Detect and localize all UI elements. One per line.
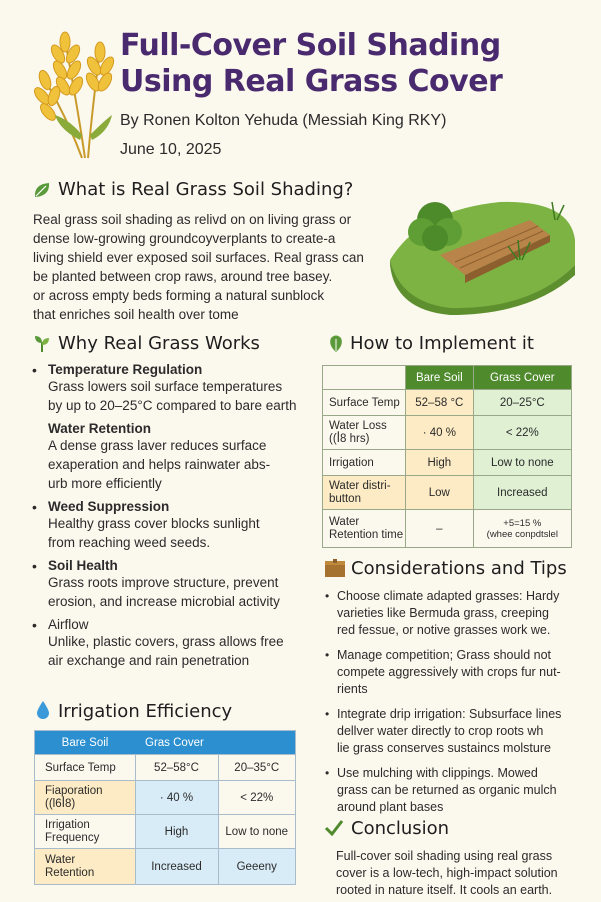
considerations-heading: Considerations and Tips	[351, 558, 567, 579]
table-row: Irrigation Frequency High Low to none	[35, 815, 296, 849]
why-works-heading: Why Real Grass Works	[58, 333, 260, 354]
table-row: Water distri- button Low Increased	[323, 476, 572, 510]
table-row: Water Retention time – +5=15 % (whee conpdtslel	[323, 510, 572, 548]
list-item: • Use mulching with clippings. Mowed grass can be returned as organic mulch around plant bases	[325, 766, 557, 814]
box-icon	[324, 558, 346, 583]
irrigation-table: Bare Soil Gras Cover Surface Temp 52–58°C 20–35°C Fiaporation ((l6ꟾ8) · 40 % < 22% Irrigation Frequency High Low to none Water Retention Increased Geeeny	[34, 730, 296, 885]
list-item: • Airflow Unlike, plastic covers, grass allows free air exchange and rain penetration	[32, 617, 284, 668]
list-item: • Manage competition; Grass should not compete aggressively with crops fur nut- rients	[325, 648, 561, 696]
table-row: Water Retention Increased Geeeny	[35, 849, 296, 885]
list-item: Water Retention A dense grass laver reduces surface exaperation and helps rainwater abs- urb more efficiently	[48, 421, 271, 491]
table-row: Surface Temp 52–58°C 20–35°C	[35, 755, 296, 781]
table-row: Irrigation High Low to none	[323, 450, 572, 476]
implement-heading: How to Implement it	[350, 333, 534, 354]
leaf-icon	[32, 180, 52, 205]
conclusion-text: Full-cover soil shading using real grass cover is a low-tech, high-impact solution rooted in nature itself. It cools an earth.	[336, 849, 558, 897]
conclusion-heading: Conclusion	[351, 818, 450, 839]
author-line: By Ronen Kolton Yehuda (Messiah King RKY)	[120, 112, 447, 129]
table-row: Fiaporation ((l6ꟾ8) · 40 % < 22%	[35, 781, 296, 815]
what-is-text: Real grass soil shading as relivd on on living grass or dense low-growing groundcoyverplants to create-a living shield ever exposed soil surfaces. Real grass can be planted between crop raws, around tree basey. or across empty beds forming a natural sunblock that enriches soil health over tome	[33, 212, 364, 322]
leaf-icon	[328, 333, 344, 358]
table-row: Surface Temp 52–58 °C 20–25°C	[323, 390, 572, 416]
water-drop-icon	[36, 700, 50, 725]
list-item: • Choose climate adapted grasses: Hardy varieties like Bermuda grass, creeping red fessue, or notive grasses work we.	[325, 589, 560, 637]
irrigation-heading: Irrigation Efficiency	[58, 701, 233, 722]
what-is-heading: What is Real Grass Soil Shading?	[58, 179, 354, 200]
page-title: Full-Cover Soil Shading Using Real Grass Cover	[120, 28, 503, 99]
table-row: Water Loss ((ꟾ8 hrs) · 40 % < 22%	[323, 416, 572, 450]
grass-bed-illustration	[380, 180, 580, 315]
sprout-icon	[32, 333, 52, 358]
list-item: • Soil Health Grass roots improve structure, prevent erosion, and increase microbial activity	[32, 558, 280, 609]
why-works-list	[32, 362, 308, 670]
list-item: • Integrate drip irrigation: Subsurface lines dellver water directly to crop roots wh lie grass conserves sustaincs molsture	[325, 707, 562, 755]
date-line: June 10, 2025	[120, 141, 222, 158]
wheat-icon	[30, 20, 120, 160]
checkmark-icon	[324, 818, 344, 843]
list-item: • Weed Suppression Healthy grass cover blocks sunlight from reaching weed seeds.	[32, 499, 260, 550]
list-item: • Temperature Regulation Grass lowers soil surface temperatures by up to 20–25°C compared to bare earth	[32, 362, 297, 413]
considerations-list	[325, 588, 587, 816]
implement-table: Bare Soil Grass Cover Surface Temp 52–58 °C 20–25°C Water Loss ((ꟾ8 hrs) · 40 % < 22% Irrigation High Low to none Water distri- button Low Increased Water Retention time – +5=15 % (whee conpdtslel	[322, 365, 572, 548]
